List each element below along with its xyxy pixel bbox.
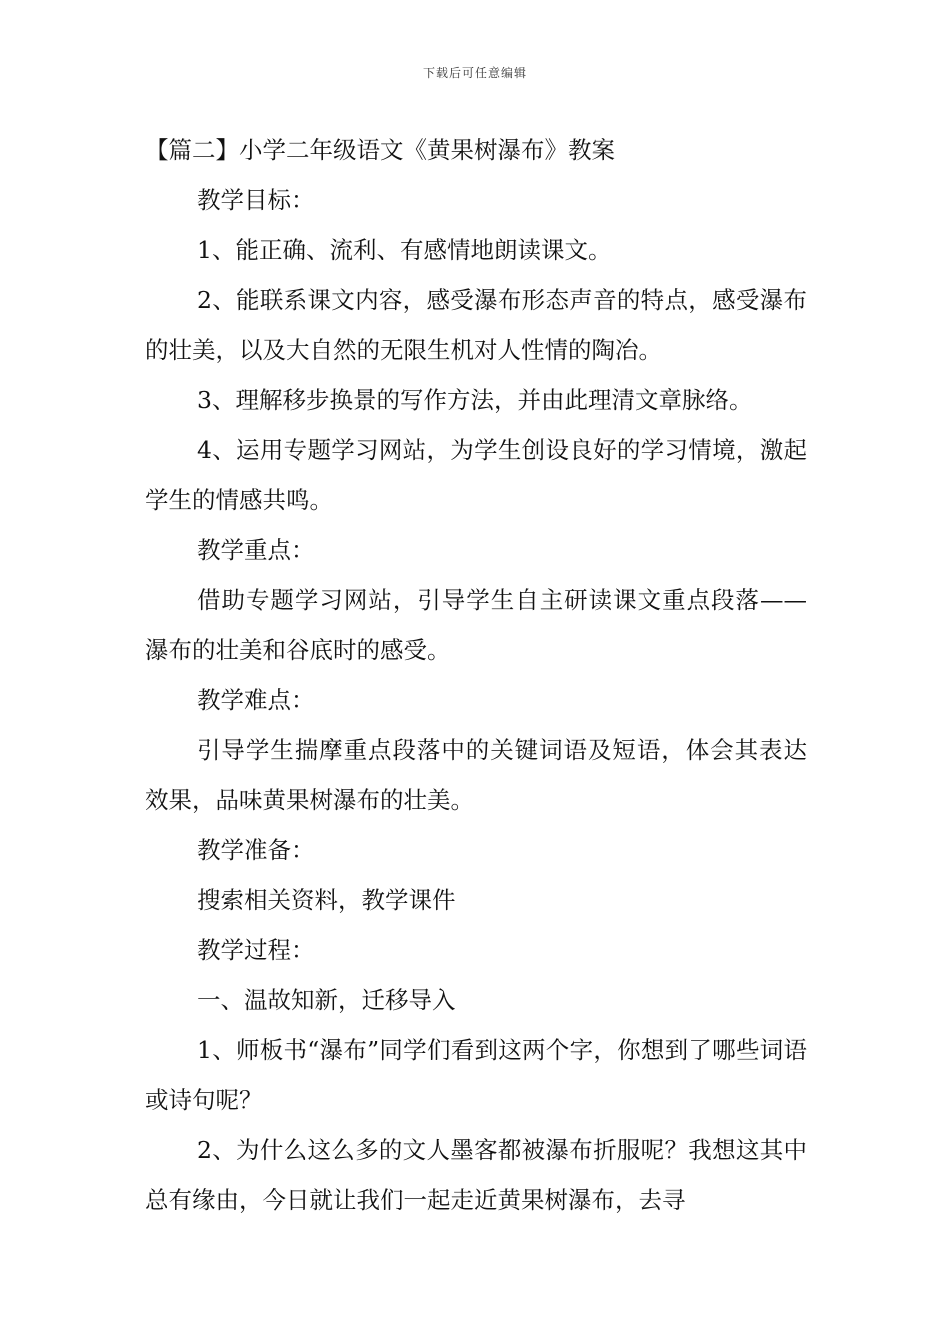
document-body	[145, 125, 807, 1225]
heading-difficulties: 教学难点：	[197, 686, 315, 714]
heading-key-points: 教学重点：	[197, 536, 315, 564]
goal-item-1: 1、能正确、流利、有感情地朗读课文。	[197, 236, 612, 264]
process-step-1-item-2: 2、为什么这么多的文人墨客都被瀑布折服呢？我想这其中总有缘由，今日就让我们一起走近黄果树瀑布，去寻	[145, 1136, 807, 1214]
heading-teaching-goals: 教学目标：	[197, 186, 315, 214]
goal-item-2: 2、能联系课文内容，感受瀑布形态声音的特点，感受瀑布的壮美，以及大自然的无限生机对人性情的陶冶。	[145, 286, 807, 364]
goal-item-4: 4、运用专题学习网站，为学生创设良好的学习情境，激起学生的情感共鸣。	[145, 436, 807, 514]
document-title: 【篇二】小学二年级语文《黄果树瀑布》教案	[145, 136, 615, 164]
key-points-text: 借助专题学习网站，引导学生自主研读课文重点段落——瀑布的壮美和谷底时的感受。	[145, 586, 807, 664]
heading-preparation: 教学准备：	[197, 836, 315, 864]
goal-item-3: 3、理解移步换景的写作方法，并由此理清文章脉络。	[197, 386, 753, 414]
heading-process: 教学过程：	[197, 936, 315, 964]
process-step-1-heading: 一、温故知新，迁移导入	[197, 986, 456, 1014]
page-header-note: 下载后可任意编辑	[422, 66, 527, 80]
difficulties-text: 引导学生揣摩重点段落中的关键词语及短语，体会其表达效果，品味黄果树瀑布的壮美。	[145, 736, 807, 814]
preparation-text: 搜索相关资料，教学课件	[197, 886, 456, 914]
process-step-1-item-1: 1、师板书“瀑布”同学们看到这两个字，你想到了哪些词语或诗句呢？	[145, 1036, 807, 1114]
